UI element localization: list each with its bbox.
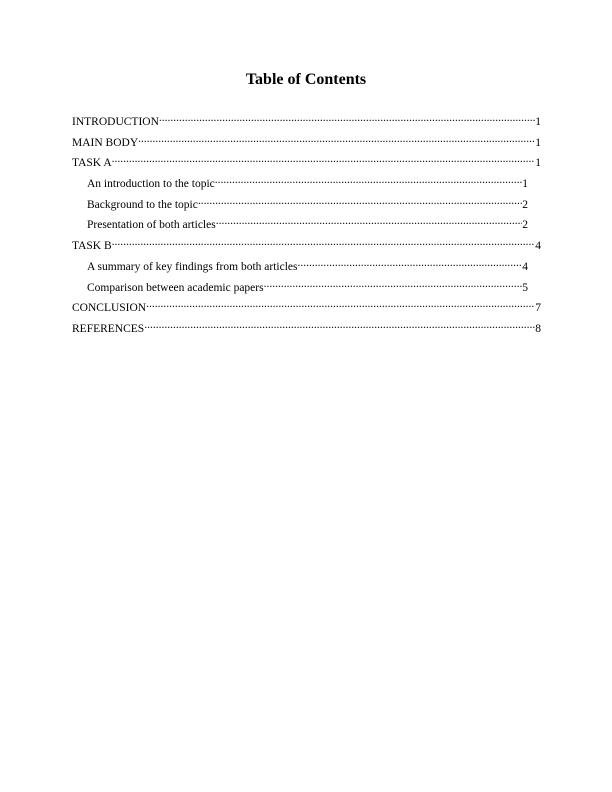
toc-dot-leader [138,132,535,146]
toc-entry-key-findings[interactable] [87,256,528,277]
toc-entry-label: A summary of key findings from both articles [87,260,298,273]
toc-entry-task-b[interactable] [72,235,541,256]
toc-entry-introduction[interactable] [72,111,541,132]
toc-entry-task-a[interactable] [72,152,541,173]
table-of-contents [72,111,541,339]
toc-entry-label: TASK B [72,240,112,253]
toc-dot-leader [216,214,523,228]
toc-page-number: 7 [535,302,541,315]
toc-dot-leader [144,318,535,332]
toc-entry-conclusion[interactable] [72,297,541,318]
toc-entry-label: INTRODUCTION [72,116,159,128]
toc-entry-label: REFERENCES [72,322,145,335]
toc-page-number: 2 [522,219,528,232]
toc-entry-label: An introduction to the topic [87,178,215,191]
toc-entry-comparison[interactable] [87,277,528,298]
toc-entry-label: TASK A [72,157,112,170]
toc-page-number: 1 [535,136,541,149]
toc-entry-label: Background to the topic [87,198,198,211]
toc-entry-references[interactable] [72,318,541,339]
toc-page-number: 4 [535,240,541,253]
toc-dot-leader [297,256,522,270]
toc-page-number: 1 [522,178,528,191]
toc-dot-leader [215,173,522,187]
toc-dot-leader [146,297,535,311]
toc-entry-presentation[interactable] [87,214,528,235]
toc-entry-main-body[interactable] [72,132,541,153]
toc-page-number: 1 [535,116,541,128]
page-title: Table of Contents [245,71,367,88]
toc-entry-label: Comparison between academic papers [87,281,264,294]
toc-entry-label: CONCLUSION [72,302,147,315]
toc-entry-introduction-to-topic[interactable] [87,173,528,194]
toc-dot-leader [112,235,536,249]
toc-page-number: 8 [535,322,541,335]
toc-page-number: 1 [535,157,541,170]
toc-entry-background[interactable] [87,194,528,215]
toc-page-number: 2 [522,198,528,211]
toc-entry-label: MAIN BODY [72,136,139,149]
toc-dot-leader [198,194,522,208]
toc-dot-leader [159,111,535,125]
toc-entry-label: Presentation of both articles [87,219,216,232]
toc-page-number: 5 [522,281,528,294]
toc-dot-leader [264,277,523,291]
toc-page-number: 4 [522,260,528,273]
toc-dot-leader [112,152,536,166]
